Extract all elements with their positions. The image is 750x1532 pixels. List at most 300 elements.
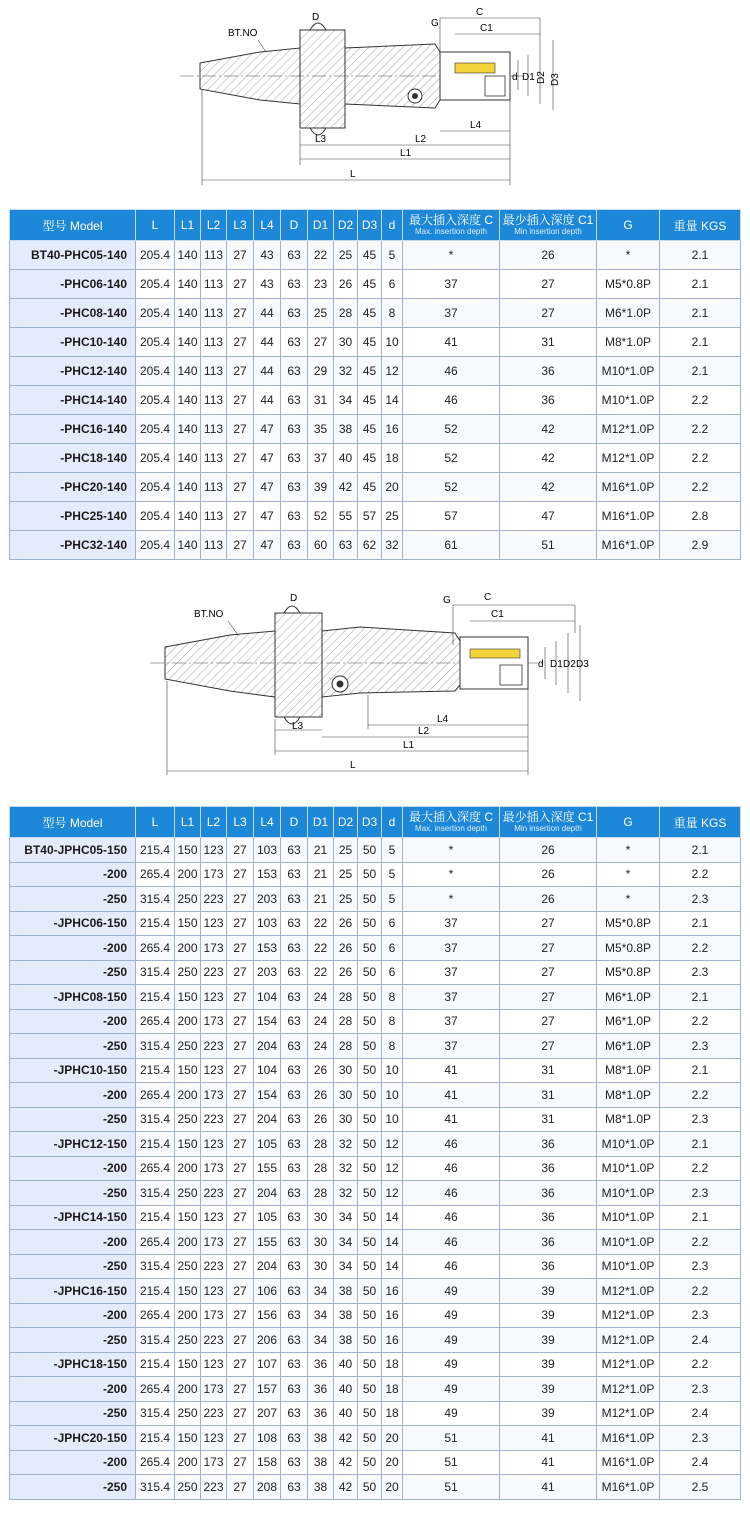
cell-model: -PHC10-140 [10,328,136,357]
cell-min-insertion: 26 [500,887,597,912]
cell-l4: 44 [254,299,281,328]
cell-weight: 2.1 [660,1132,741,1157]
cell-weight: 2.2 [660,386,741,415]
cell-l3: 27 [227,1426,254,1451]
cell-model: -200 [10,862,136,887]
drawing1-label-d2: D2 [536,71,547,84]
cell-l2: 173 [201,1009,227,1034]
cell-g: * [597,887,660,912]
cell-l2: 123 [201,1058,227,1083]
cell-d3: 50 [358,1328,382,1353]
cell-l1: 250 [175,1475,201,1500]
cell-weight: 2.2 [660,1352,741,1377]
cell-g: M10*1.0P [597,1230,660,1255]
cell-l: 215.4 [136,1426,175,1451]
cell-d-upper: 63 [281,960,308,985]
cell-model: -200 [10,936,136,961]
cell-d-upper: 63 [281,386,308,415]
cell-l1: 140 [175,357,201,386]
cell-d1: 22 [308,241,334,270]
header-max-insertion [403,807,500,838]
table-row [10,936,741,961]
drawing2-label-l3: L3 [292,721,304,732]
cell-d-lower: 18 [382,1377,403,1402]
table-row [10,1034,741,1059]
cell-d-lower: 8 [382,1009,403,1034]
cell-l2: 223 [201,1181,227,1206]
cell-d-upper: 63 [281,1475,308,1500]
drawing1-label-l1: L1 [400,148,412,159]
cell-l1: 250 [175,1328,201,1353]
cell-d1: 30 [308,1205,334,1230]
cell-d-lower: 14 [382,1230,403,1255]
cell-l3: 27 [227,270,254,299]
cell-l3: 27 [227,1181,254,1206]
cell-model: -200 [10,1450,136,1475]
cell-min-insertion: 27 [500,985,597,1010]
cell-l3: 27 [227,1083,254,1108]
cell-g: M16*1.0P [597,1450,660,1475]
cell-d1: 22 [308,936,334,961]
cell-l1: 140 [175,502,201,531]
cell-l3: 27 [227,328,254,357]
cell-model: -JPHC12-150 [10,1132,136,1157]
cell-d2: 42 [334,473,358,502]
cell-l1: 140 [175,328,201,357]
cell-l4: 105 [254,1205,281,1230]
cell-d-lower: 6 [382,270,403,299]
cell-d3: 45 [358,328,382,357]
cell-d2: 32 [334,1132,358,1157]
cell-d2: 55 [334,502,358,531]
cell-d3: 50 [358,1230,382,1255]
cell-d3: 50 [358,1377,382,1402]
header-l4: L4 [254,210,281,241]
cell-l3: 27 [227,357,254,386]
table-row [10,862,741,887]
cell-g: M8*1.0P [597,1058,660,1083]
cell-d3: 50 [358,1181,382,1206]
cell-weight: 2.1 [660,1058,741,1083]
cell-d-upper: 63 [281,887,308,912]
cell-d-upper: 63 [281,1352,308,1377]
cell-model: -JPHC10-150 [10,1058,136,1083]
cell-d1: 36 [308,1352,334,1377]
cell-g: M8*1.0P [597,328,660,357]
table-row [10,357,741,386]
cell-d3: 50 [358,1303,382,1328]
cell-l3: 27 [227,386,254,415]
header-l1: L1 [175,807,201,838]
cell-l2: 173 [201,1083,227,1108]
cell-d1: 29 [308,357,334,386]
cell-min-insertion: 51 [500,531,597,560]
cell-weight: 2.2 [660,1083,741,1108]
table-row [10,473,741,502]
header-d3: D3 [358,807,382,838]
drawing-svg-2 [0,585,750,790]
cell-l4: 203 [254,887,281,912]
cell-l4: 103 [254,911,281,936]
table-row [10,1254,741,1279]
cell-weight: 2.3 [660,1034,741,1059]
cell-d2: 30 [334,1083,358,1108]
cell-l3: 27 [227,1303,254,1328]
cell-d2: 34 [334,386,358,415]
cell-l1: 200 [175,1009,201,1034]
cell-l1: 140 [175,386,201,415]
cell-l3: 27 [227,911,254,936]
cell-min-insertion: 36 [500,1156,597,1181]
cell-d-upper: 63 [281,1328,308,1353]
drawing2-label-l1: L1 [403,740,415,751]
cell-d-lower: 14 [382,386,403,415]
header-min-insertion [500,807,597,838]
cell-l3: 27 [227,1132,254,1157]
table-row [10,1230,741,1255]
cell-d-upper: 63 [281,328,308,357]
cell-weight: 2.3 [660,1303,741,1328]
cell-l1: 250 [175,960,201,985]
cell-l: 205.4 [136,444,175,473]
cell-model: -JPHC20-150 [10,1426,136,1451]
cell-d2: 32 [334,357,358,386]
header-l: L [136,807,175,838]
cell-d-upper: 63 [281,838,308,863]
cell-d1: 30 [308,1254,334,1279]
cell-d-lower: 10 [382,328,403,357]
cell-l3: 27 [227,1107,254,1132]
cell-max-insertion: 49 [403,1401,500,1426]
cell-d-lower: 5 [382,838,403,863]
cell-max-insertion: 37 [403,985,500,1010]
cell-l: 205.4 [136,357,175,386]
cell-d1: 21 [308,862,334,887]
cell-l1: 140 [175,415,201,444]
table-row [10,1181,741,1206]
cell-l3: 27 [227,985,254,1010]
cell-weight: 2.1 [660,1205,741,1230]
drawing2-label-g: G [443,595,451,606]
cell-min-insertion: 42 [500,415,597,444]
cell-l2: 223 [201,1034,227,1059]
cell-l3: 27 [227,936,254,961]
cell-l3: 27 [227,1230,254,1255]
cell-l: 205.4 [136,270,175,299]
cell-l2: 123 [201,1205,227,1230]
cell-d-upper: 63 [281,862,308,887]
cell-l: 315.4 [136,1107,175,1132]
cell-l3: 27 [227,1401,254,1426]
cell-weight: 2.2 [660,862,741,887]
cell-min-insertion: 39 [500,1352,597,1377]
cell-weight: 2.3 [660,1107,741,1132]
cell-l4: 204 [254,1107,281,1132]
cell-model: -PHC20-140 [10,473,136,502]
table-row [10,502,741,531]
cell-l4: 204 [254,1181,281,1206]
cell-d-lower: 16 [382,1279,403,1304]
cell-model: -PHC16-140 [10,415,136,444]
table-row [10,328,741,357]
cell-l2: 223 [201,1475,227,1500]
cell-l2: 223 [201,887,227,912]
cell-min-insertion: 41 [500,1450,597,1475]
cell-l: 205.4 [136,415,175,444]
cell-d2: 26 [334,911,358,936]
cell-l4: 207 [254,1401,281,1426]
header-model: 型号 Model [10,210,136,241]
cell-min-insertion: 31 [500,1058,597,1083]
cell-min-insertion: 31 [500,1083,597,1108]
drawing1-label-l3: L3 [315,134,327,145]
drawing-svg-1 [0,0,750,200]
cell-l4: 47 [254,444,281,473]
cell-l1: 150 [175,1058,201,1083]
cell-model: -PHC08-140 [10,299,136,328]
cell-min-insertion: 27 [500,911,597,936]
cell-g: * [597,241,660,270]
cell-l: 215.4 [136,1205,175,1230]
cell-d1: 31 [308,386,334,415]
cell-l3: 27 [227,1205,254,1230]
cell-l: 215.4 [136,1058,175,1083]
cell-d-lower: 5 [382,887,403,912]
cell-l: 205.4 [136,502,175,531]
cell-max-insertion: 49 [403,1303,500,1328]
cell-l1: 200 [175,1156,201,1181]
cell-l: 315.4 [136,1401,175,1426]
cell-max-insertion: 37 [403,1034,500,1059]
cell-model: -250 [10,960,136,985]
cell-l4: 203 [254,960,281,985]
cell-d3: 50 [358,1352,382,1377]
cell-model: -200 [10,1083,136,1108]
table-row [10,838,741,863]
drawing2-label-d1: D1 [550,659,563,670]
cell-l1: 140 [175,299,201,328]
header-d-upper: D [281,807,308,838]
cell-g: M6*1.0P [597,299,660,328]
cell-d-lower: 6 [382,960,403,985]
cell-d-lower: 8 [382,299,403,328]
table-row [10,887,741,912]
cell-min-insertion: 39 [500,1377,597,1402]
cell-min-insertion: 36 [500,1132,597,1157]
cell-min-insertion: 27 [500,1034,597,1059]
cell-max-insertion: 46 [403,386,500,415]
cell-model: -200 [10,1230,136,1255]
cell-d-lower: 16 [382,415,403,444]
table-row [10,1377,741,1402]
cell-d3: 50 [358,1156,382,1181]
cell-g: M10*1.0P [597,1181,660,1206]
cell-d-upper: 63 [281,1156,308,1181]
table-row [10,299,741,328]
cell-d-upper: 63 [281,911,308,936]
drawing1-label-g: G [431,18,439,29]
table-row [10,1475,741,1500]
cell-d-upper: 63 [281,1279,308,1304]
cell-min-insertion: 26 [500,862,597,887]
cell-d2: 40 [334,1377,358,1402]
cell-weight: 2.4 [660,1401,741,1426]
cell-l1: 200 [175,1303,201,1328]
cell-g: M10*1.0P [597,1205,660,1230]
cell-model: -250 [10,1034,136,1059]
cell-d-upper: 63 [281,985,308,1010]
cell-l3: 27 [227,838,254,863]
drawing2-label-d-flange: D [290,593,298,604]
cell-d-upper: 63 [281,936,308,961]
cell-min-insertion: 42 [500,473,597,502]
cell-l4: 204 [254,1034,281,1059]
cell-g: M8*1.0P [597,1083,660,1108]
cell-l2: 113 [201,502,227,531]
table2-header-row [10,807,741,838]
cell-weight: 2.3 [660,1254,741,1279]
cell-max-insertion: 49 [403,1352,500,1377]
cell-d-lower: 16 [382,1328,403,1353]
cell-l3: 27 [227,502,254,531]
cell-max-insertion: 37 [403,1009,500,1034]
cell-l: 205.4 [136,299,175,328]
cell-weight: 2.1 [660,328,741,357]
drawing1-label-btno: BT.NO [228,28,258,39]
cell-l2: 123 [201,838,227,863]
cell-min-insertion: 31 [500,328,597,357]
cell-d-lower: 18 [382,1352,403,1377]
drawing2-label-l: L [350,760,356,771]
cell-d1: 26 [308,1107,334,1132]
cell-d2: 40 [334,1352,358,1377]
drawing2-label-l2: L2 [418,726,430,737]
cell-l4: 44 [254,328,281,357]
cell-g: M12*1.0P [597,1352,660,1377]
table-row [10,531,741,560]
table-row [10,1303,741,1328]
header-min-cn: 最少插入深度 C1 [502,810,594,824]
header-max-insertion [403,210,500,241]
drawing1-label-l2: L2 [415,134,427,145]
table-row [10,386,741,415]
cell-d1: 24 [308,985,334,1010]
cell-weight: 2.4 [660,1328,741,1353]
cell-model: -PHC06-140 [10,270,136,299]
cell-l: 265.4 [136,1450,175,1475]
cell-l4: 155 [254,1156,281,1181]
cell-d1: 24 [308,1009,334,1034]
cell-l4: 154 [254,1083,281,1108]
cell-model: -200 [10,1377,136,1402]
cell-d2: 63 [334,531,358,560]
cell-d-upper: 63 [281,1426,308,1451]
cell-g: M6*1.0P [597,1034,660,1059]
cell-d2: 26 [334,960,358,985]
header-d2: D2 [334,807,358,838]
cell-max-insertion: * [403,838,500,863]
cell-g: M5*0.8P [597,936,660,961]
cell-model: -250 [10,1107,136,1132]
cell-l: 205.4 [136,473,175,502]
cell-l4: 43 [254,241,281,270]
cell-l4: 47 [254,531,281,560]
cell-max-insertion: 57 [403,502,500,531]
table-row [10,960,741,985]
cell-l1: 140 [175,531,201,560]
cell-d3: 45 [358,473,382,502]
cell-model: -PHC14-140 [10,386,136,415]
cell-max-insertion: 52 [403,444,500,473]
cell-g: M10*1.0P [597,386,660,415]
drawing2-label-l4: L4 [437,714,449,725]
cell-l3: 27 [227,415,254,444]
cell-d-lower: 6 [382,936,403,961]
cell-min-insertion: 39 [500,1303,597,1328]
cell-d-lower: 12 [382,1181,403,1206]
cell-d1: 34 [308,1279,334,1304]
cell-l2: 113 [201,299,227,328]
drawing1-label-d-flange: D [312,12,320,23]
cell-l1: 250 [175,1401,201,1426]
cell-min-insertion: 27 [500,960,597,985]
cell-max-insertion: 46 [403,1254,500,1279]
cell-l4: 158 [254,1450,281,1475]
cell-d3: 50 [358,862,382,887]
cell-d3: 45 [358,270,382,299]
header-l3: L3 [227,210,254,241]
cell-l2: 223 [201,1254,227,1279]
table-row [10,1401,741,1426]
cell-l2: 123 [201,1352,227,1377]
cell-d3: 50 [358,1254,382,1279]
cell-weight: 2.1 [660,985,741,1010]
cell-l: 265.4 [136,1083,175,1108]
cell-l: 315.4 [136,1328,175,1353]
header-l1: L1 [175,210,201,241]
cell-max-insertion: 37 [403,911,500,936]
cell-l2: 173 [201,1377,227,1402]
cell-weight: 2.1 [660,911,741,936]
table-row [10,1132,741,1157]
cell-d2: 30 [334,328,358,357]
cell-l1: 250 [175,1034,201,1059]
cell-d1: 38 [308,1475,334,1500]
cell-l: 265.4 [136,1156,175,1181]
cell-weight: 2.3 [660,1377,741,1402]
cell-d2: 32 [334,1156,358,1181]
cell-l4: 157 [254,1377,281,1402]
drawing2-label-d2: D2 [563,659,576,670]
cell-model: BT40-JPHC05-150 [10,838,136,863]
cell-l2: 173 [201,1230,227,1255]
spec-table-jphc [9,806,741,1500]
cell-l4: 47 [254,415,281,444]
cell-max-insertion: 37 [403,960,500,985]
cell-d-upper: 63 [281,415,308,444]
cell-weight: 2.3 [660,960,741,985]
table-row [10,911,741,936]
cell-weight: 2.3 [660,1426,741,1451]
cell-d2: 28 [334,985,358,1010]
cell-d1: 26 [308,1083,334,1108]
cell-l4: 103 [254,838,281,863]
cell-d3: 50 [358,1132,382,1157]
cell-l: 265.4 [136,1230,175,1255]
table-row [10,1426,741,1451]
cell-weight: 2.2 [660,473,741,502]
cell-l: 215.4 [136,911,175,936]
